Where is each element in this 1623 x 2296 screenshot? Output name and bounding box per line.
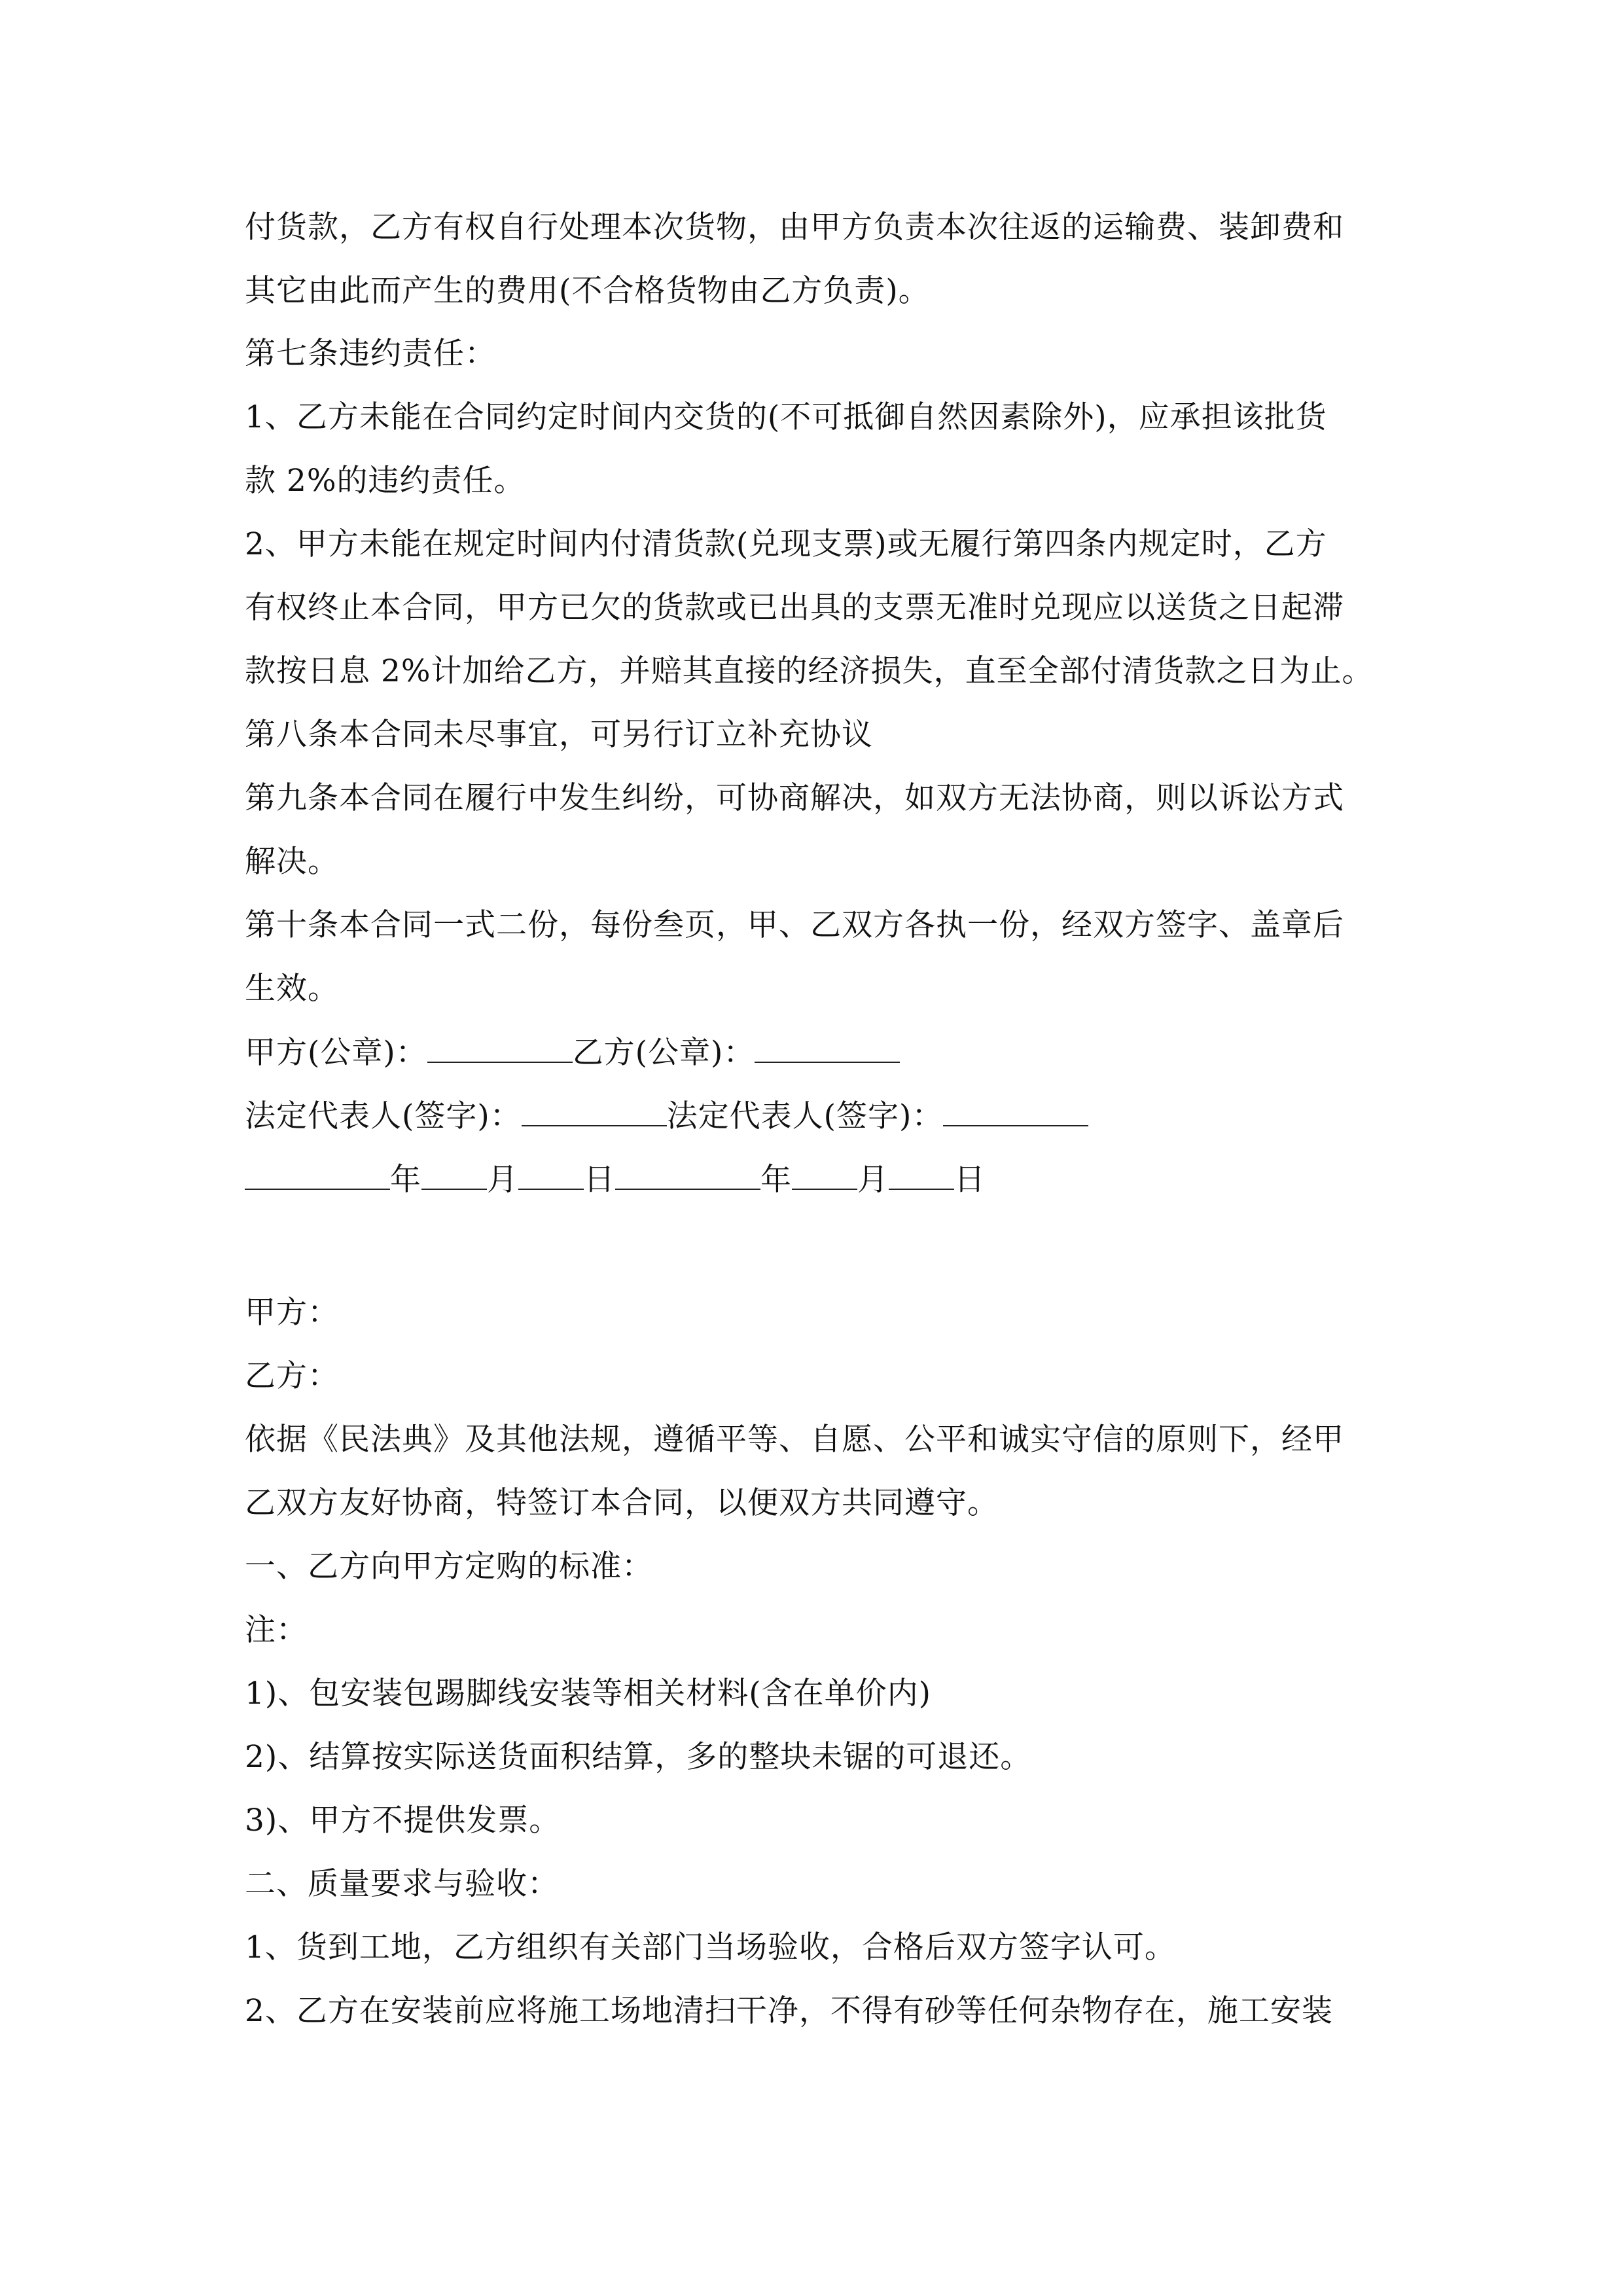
list-item: 2)、结算按实际送货面积结算，多的整块未锯的可退还。 <box>245 1739 1032 1775</box>
date-line <box>245 1160 1397 1199</box>
month-b-blank[interactable] <box>792 1160 857 1190</box>
representative-line <box>245 1096 1397 1136</box>
section-heading: 第七条违约责任： <box>245 336 496 372</box>
list-item: 1、货到工地，乙方组织有关部门当场验收，合格后双方签字认可。 <box>245 1929 1176 1965</box>
text-line: 第九条本合同在履行中发生纠纷，可协商解决，如双方无法协商，则以诉讼方式 <box>245 780 1344 816</box>
list-item: 3)、甲方不提供发票。 <box>245 1803 561 1839</box>
year-label: 年 <box>390 1162 421 1198</box>
day-a-blank[interactable] <box>518 1160 584 1190</box>
day-b-blank[interactable] <box>889 1160 954 1190</box>
section-heading: 一、乙方向甲方定购的标准： <box>245 1549 653 1585</box>
text-line: 解决。 <box>245 844 339 880</box>
rep-b-blank[interactable] <box>943 1096 1088 1126</box>
party-a-seal-blank[interactable] <box>427 1033 573 1063</box>
list-item: 1)、包安装包踢脚线安装等相关材料(含在单价内) <box>245 1676 931 1712</box>
year-a-blank[interactable] <box>245 1160 390 1190</box>
text-line: 依据《民法典》及其他法规，遵循平等、自愿、公平和诚实守信的原则下，经甲 <box>245 1422 1344 1458</box>
note-label: 注： <box>245 1612 308 1648</box>
rep-a-blank[interactable] <box>522 1096 667 1126</box>
rep-b-label: 法定代表人(签字)： <box>666 1098 944 1134</box>
month-a-blank[interactable] <box>421 1160 487 1190</box>
text-line: 款按日息 2%计加给乙方，并赔其直接的经济损失，直至全部付清货款之日为止。 <box>245 653 1374 689</box>
text-line: 2、甲方未能在规定时间内付清货款(兑现支票)或无履行第四条内规定时，乙方 <box>245 526 1327 562</box>
party-a-label: 甲方： <box>245 1295 339 1331</box>
year-label: 年 <box>760 1162 792 1198</box>
text-line: 款 2%的违约责任。 <box>245 463 526 499</box>
text-line: 生效。 <box>245 971 339 1007</box>
text-line: 1、乙方未能在合同约定时间内交货的(不可抵御自然因素除外)，应承担该批货 <box>245 399 1327 435</box>
party-b-seal-label: 乙方(公章)： <box>572 1035 755 1071</box>
party-a-seal-label: 甲方(公章)： <box>245 1035 427 1071</box>
text-line: 付货款，乙方有权自行处理本次货物，由甲方负责本次往返的运输费、装卸费和 <box>245 209 1344 245</box>
text-line: 其它由此而产生的费用(不合格货物由乙方负责)。 <box>245 273 930 309</box>
year-b-blank[interactable] <box>615 1160 760 1190</box>
list-item: 2、乙方在安装前应将施工场地清扫干净，不得有砂等任何杂物存在，施工安装 <box>245 1993 1333 2029</box>
text-line: 乙双方友好协商，特签订本合同，以便双方共同遵守。 <box>245 1485 999 1521</box>
party-b-seal-blank[interactable] <box>755 1033 900 1063</box>
section-heading: 第八条本合同未尽事宜，可另行订立补充协议 <box>245 717 873 753</box>
seal-line <box>245 1033 1397 1072</box>
day-label: 日 <box>954 1162 986 1198</box>
month-label: 月 <box>487 1162 518 1198</box>
day-label: 日 <box>584 1162 615 1198</box>
text-line: 第十条本合同一式二份，每份叁页，甲、乙双方各执一份，经双方签字、盖章后 <box>245 907 1344 943</box>
rep-a-label: 法定代表人(签字)： <box>245 1098 522 1134</box>
text-line: 有权终止本合同，甲方已欠的货款或已出具的支票无准时兑现应以送货之日起滞 <box>245 590 1344 626</box>
month-label: 月 <box>857 1162 889 1198</box>
party-b-label: 乙方： <box>245 1358 339 1394</box>
section-heading: 二、质量要求与验收： <box>245 1866 559 1902</box>
